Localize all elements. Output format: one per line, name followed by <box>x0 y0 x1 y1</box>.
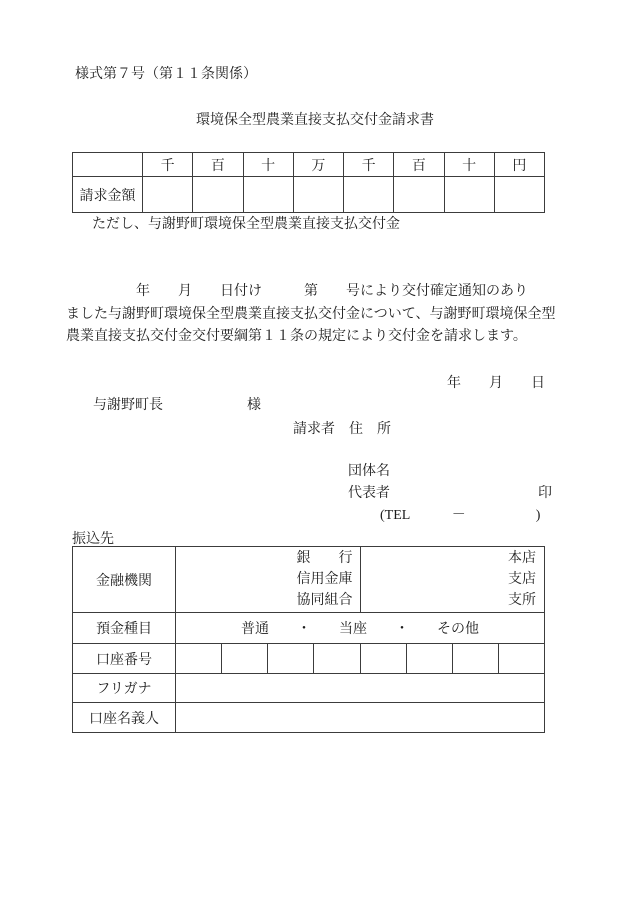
account-number-label: 口座番号 <box>73 644 176 674</box>
amount-row-label: 請求金額 <box>73 177 143 213</box>
branch-type-option: 本店 <box>508 551 536 566</box>
body-line: ました与謝野町環境保全型農業直接支払交付金について、与謝野町環境保全型 <box>66 306 556 322</box>
amount-digit-cell <box>193 177 243 213</box>
furigana-row <box>73 674 545 703</box>
body-line: 年 月 日付け 第 号により交付確定通知のあり <box>66 284 528 299</box>
branch-type-cell <box>360 547 545 613</box>
amount-table <box>72 152 545 213</box>
account-holder-value-cell <box>176 703 545 733</box>
account-number-digit-cell <box>222 644 268 674</box>
amount-digit-cell <box>444 177 494 213</box>
amount-digit-cell <box>143 177 193 213</box>
amount-table-header-row <box>73 153 545 177</box>
digit-header: 十 <box>243 153 293 177</box>
furigana-label: フリガナ <box>73 674 176 703</box>
account-number-digit-cell <box>498 644 544 674</box>
representative-label: 代表者 <box>348 486 390 501</box>
amount-digit-cell <box>293 177 343 213</box>
bank-row-label: 金融機関 <box>73 547 176 613</box>
account-holder-row <box>73 703 545 733</box>
representative-row <box>348 482 552 502</box>
bank-type-option: 銀 行 <box>296 551 353 566</box>
seal-label: 印 <box>538 486 552 501</box>
tel-line: (TEL － ) <box>380 508 541 523</box>
amount-digit-cell <box>243 177 293 213</box>
account-number-digit-cell <box>268 644 314 674</box>
body-paragraph <box>66 281 555 349</box>
bank-type-cell <box>176 547 361 613</box>
amount-corner-cell <box>73 153 143 177</box>
claimant-address-label: 請求者 住 所 <box>293 422 391 437</box>
document-title: 環境保全型農業直接支払交付金請求書 <box>196 113 434 128</box>
group-name-label: 団体名 <box>348 464 390 479</box>
digit-header: 百 <box>394 153 444 177</box>
digit-header: 百 <box>193 153 243 177</box>
branch-type-option: 支店 <box>508 572 536 587</box>
form-number: 様式第７号（第１１条関係） <box>75 67 257 82</box>
bank-type-option: 協同組合 <box>296 593 353 608</box>
account-number-digit-cell <box>452 644 498 674</box>
account-number-digit-cell <box>406 644 452 674</box>
proviso-line: ただし、与謝野町環境保全型農業直接支払交付金 <box>92 217 400 232</box>
account-type-label: 預金種目 <box>73 613 176 644</box>
amount-table-value-row <box>73 177 545 213</box>
bank-table <box>72 546 545 733</box>
account-number-digit-cell <box>176 644 222 674</box>
transfer-section-label: 振込先 <box>72 532 114 547</box>
account-number-row <box>73 644 545 674</box>
amount-digit-cell <box>344 177 394 213</box>
amount-digit-cell <box>394 177 444 213</box>
digit-header: 千 <box>143 153 193 177</box>
account-holder-label: 口座名義人 <box>73 703 176 733</box>
account-number-digit-cell <box>314 644 360 674</box>
furigana-value-cell <box>176 674 545 703</box>
account-type-row <box>73 613 545 644</box>
addressee-line: 与謝野町長 様 <box>93 398 261 413</box>
digit-header: 円 <box>494 153 544 177</box>
digit-header: 千 <box>344 153 394 177</box>
date-line: 年 月 日 <box>447 376 545 391</box>
bank-type-option: 信用金庫 <box>296 572 353 587</box>
digit-header: 万 <box>293 153 343 177</box>
account-type-options: 普通 ・ 当座 ・ その他 <box>176 613 545 644</box>
bank-row <box>73 547 545 613</box>
amount-digit-cell <box>494 177 544 213</box>
account-number-digit-cell <box>360 644 406 674</box>
digit-header: 十 <box>444 153 494 177</box>
body-line: 農業直接支払交付金交付要綱第１１条の規定により交付金を請求します。 <box>66 329 527 344</box>
branch-type-option: 支所 <box>508 593 536 608</box>
